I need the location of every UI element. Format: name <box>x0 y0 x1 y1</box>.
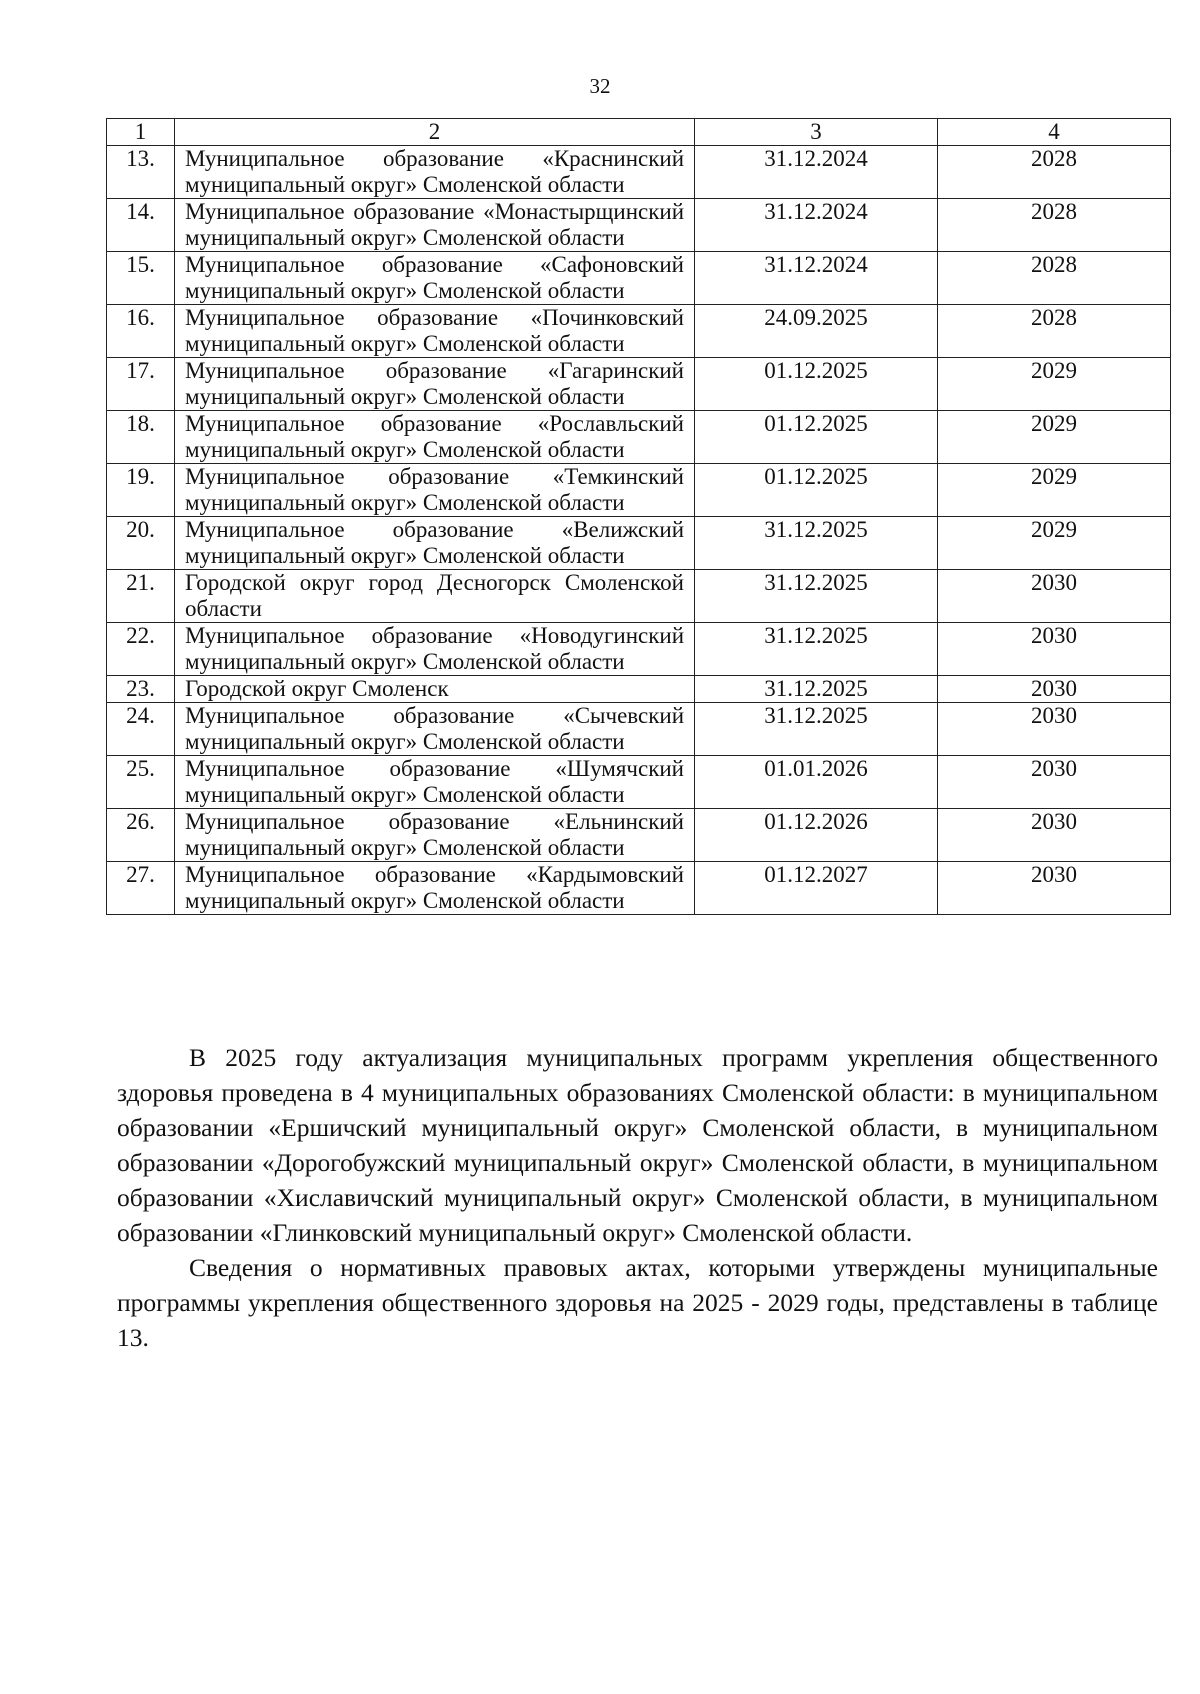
row-number: 24. <box>107 703 175 756</box>
column-header-1: 1 <box>107 119 175 146</box>
table-row <box>107 756 1171 809</box>
municipality-name: Муниципальное образование «Сычевский муниципальный округ» Смоленской области <box>175 703 695 756</box>
table-row <box>107 809 1171 862</box>
table-row <box>107 411 1171 464</box>
table-row <box>107 570 1171 623</box>
approval-date: 31.12.2025 <box>695 676 938 703</box>
approval-date: 31.12.2024 <box>695 252 938 305</box>
column-header-4: 4 <box>938 119 1171 146</box>
row-number: 15. <box>107 252 175 305</box>
table-row <box>107 703 1171 756</box>
table-row <box>107 146 1171 199</box>
municipality-name: Муниципальное образование «Кардымовский муниципальный округ» Смоленской области <box>175 862 695 915</box>
municipality-name: Муниципальное образование «Починковский муниципальный округ» Смоленской области <box>175 305 695 358</box>
body-text <box>117 1040 1158 1355</box>
row-number: 27. <box>107 862 175 915</box>
page-number: 32 <box>589 74 611 98</box>
row-number: 19. <box>107 464 175 517</box>
column-header-3: 3 <box>695 119 938 146</box>
row-number: 18. <box>107 411 175 464</box>
column-header-2: 2 <box>175 119 695 146</box>
row-number: 25. <box>107 756 175 809</box>
end-year: 2030 <box>938 570 1171 623</box>
table-row <box>107 199 1171 252</box>
approval-date: 31.12.2024 <box>695 146 938 199</box>
paragraph: Сведения о нормативных правовых актах, которыми утверждены муниципальные программы укрепления общественного здоровья на 2025 - 2029 годы, представлены в таблице 13. <box>117 1253 1158 1352</box>
table-row <box>107 676 1171 703</box>
approval-date: 31.12.2025 <box>695 703 938 756</box>
paragraph: В 2025 году актуализация муниципальных программ укрепления общественного здоровья проведена в 4 муниципальных образованиях Смоленской области: в муниципальном образовании «Ершичский муниципальный округ» Смоленской области, в муниципальном образовании «Дорогобужский муниципальный округ» Смоленской области, в муниципальном образовании «Хиславичский муниципальный округ» Смоленской области, в муниципальном образовании «Глинковский муниципальный округ» Смоленской области. <box>117 1043 1158 1247</box>
approval-date: 31.12.2025 <box>695 623 938 676</box>
municipality-name: Муниципальное образование «Монастырщинский муниципальный округ» Смоленской области <box>175 199 695 252</box>
end-year: 2029 <box>938 464 1171 517</box>
table-header-row <box>107 119 1171 146</box>
row-number: 13. <box>107 146 175 199</box>
end-year: 2030 <box>938 756 1171 809</box>
approval-date: 24.09.2025 <box>695 305 938 358</box>
approval-date: 31.12.2025 <box>695 570 938 623</box>
municipal-programs-table <box>106 118 1171 915</box>
row-number: 21. <box>107 570 175 623</box>
approval-date: 01.12.2025 <box>695 411 938 464</box>
end-year: 2028 <box>938 305 1171 358</box>
row-number: 16. <box>107 305 175 358</box>
table-row <box>107 464 1171 517</box>
end-year: 2030 <box>938 809 1171 862</box>
end-year: 2029 <box>938 358 1171 411</box>
approval-date: 01.12.2025 <box>695 464 938 517</box>
end-year: 2029 <box>938 517 1171 570</box>
table-row <box>107 623 1171 676</box>
table-row <box>107 358 1171 411</box>
approval-date: 01.12.2025 <box>695 358 938 411</box>
end-year: 2030 <box>938 623 1171 676</box>
municipality-name: Муниципальное образование «Ельнинский муниципальный округ» Смоленской области <box>175 809 695 862</box>
row-number: 26. <box>107 809 175 862</box>
end-year: 2029 <box>938 411 1171 464</box>
municipality-name: Муниципальное образование «Велижский муниципальный округ» Смоленской области <box>175 517 695 570</box>
row-number: 17. <box>107 358 175 411</box>
municipality-name: Муниципальное образование «Гагаринский муниципальный округ» Смоленской области <box>175 358 695 411</box>
municipality-name: Муниципальное образование «Рославльский муниципальный округ» Смоленской области <box>175 411 695 464</box>
municipality-name: Муниципальное образование «Шумячский муниципальный округ» Смоленской области <box>175 756 695 809</box>
end-year: 2028 <box>938 252 1171 305</box>
table-row <box>107 517 1171 570</box>
approval-date: 01.12.2026 <box>695 809 938 862</box>
municipality-name: Городской округ Смоленск <box>175 676 695 703</box>
end-year: 2028 <box>938 146 1171 199</box>
row-number: 22. <box>107 623 175 676</box>
municipality-name: Муниципальное образование «Краснинский муниципальный округ» Смоленской области <box>175 146 695 199</box>
approval-date: 01.12.2027 <box>695 862 938 915</box>
approval-date: 31.12.2025 <box>695 517 938 570</box>
end-year: 2030 <box>938 703 1171 756</box>
end-year: 2030 <box>938 862 1171 915</box>
row-number: 20. <box>107 517 175 570</box>
municipality-name: Муниципальное образование «Темкинский муниципальный округ» Смоленской области <box>175 464 695 517</box>
row-number: 23. <box>107 676 175 703</box>
end-year: 2030 <box>938 676 1171 703</box>
approval-date: 31.12.2024 <box>695 199 938 252</box>
approval-date: 01.01.2026 <box>695 756 938 809</box>
end-year: 2028 <box>938 199 1171 252</box>
municipality-name: Муниципальное образование «Новодугинский муниципальный округ» Смоленской области <box>175 623 695 676</box>
row-number: 14. <box>107 199 175 252</box>
municipality-name: Городской округ город Десногорск Смоленской области <box>175 570 695 623</box>
table-row <box>107 862 1171 915</box>
municipality-name: Муниципальное образование «Сафоновский муниципальный округ» Смоленской области <box>175 252 695 305</box>
table-row <box>107 252 1171 305</box>
table-row <box>107 305 1171 358</box>
